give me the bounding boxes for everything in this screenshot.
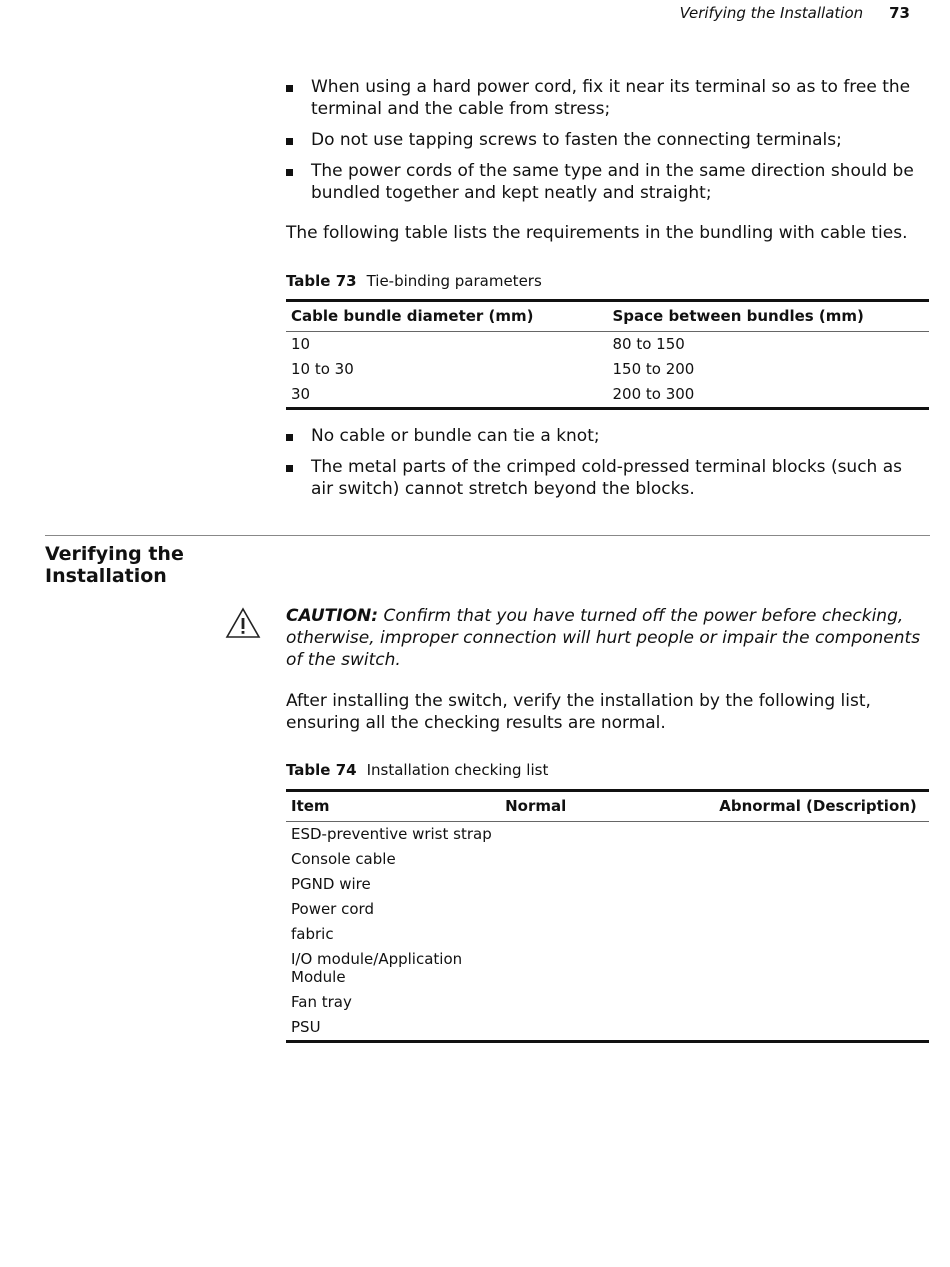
page-number: 73 <box>889 4 910 22</box>
table-cell: 200 to 300 <box>608 382 930 409</box>
caution-label: CAUTION: <box>286 606 379 626</box>
bullet-square-icon <box>286 138 293 145</box>
list-item: When using a hard power cord, fix it near its terminal so as to free the terminal and the cable from stress; <box>286 76 929 120</box>
table-caption: Tie-binding parameters <box>366 272 542 290</box>
table-cell: ESD-preventive wrist strap <box>291 825 492 843</box>
column-header: Cable bundle diameter (mm) <box>286 301 608 332</box>
column-header: Space between bundles (mm) <box>608 301 930 332</box>
table-cell <box>714 897 929 922</box>
table-cell <box>714 847 929 872</box>
table-number: Table 74 <box>286 761 357 779</box>
table-row <box>286 897 929 922</box>
table-number: Table 73 <box>286 272 357 290</box>
table-cell: Fan tray <box>291 993 352 1011</box>
caution-icon <box>225 607 261 643</box>
top-bullet-list-container <box>286 76 929 213</box>
list-item: The metal parts of the crimped cold-pressed terminal blocks (such as air switch) cannot stretch beyond the blocks. <box>286 456 929 500</box>
table-cell: Console cable <box>291 850 396 868</box>
list-item: No cable or bundle can tie a knot; <box>286 425 929 447</box>
table-cell: 150 to 200 <box>612 360 695 378</box>
verify-paragraph-container <box>286 690 929 734</box>
table-row <box>286 357 929 382</box>
table-cell: Power cord <box>291 900 374 918</box>
table-row <box>286 947 929 990</box>
table-caption: Installation checking list <box>366 761 549 779</box>
section-heading: Verifying the Installation <box>45 543 184 587</box>
table-intro-paragraph: The following table lists the requirements in the bundling with cable ties. <box>286 223 908 243</box>
top-bullet-list <box>286 76 929 204</box>
table-cell: PGND wire <box>291 875 371 893</box>
table-cell: I/O module/Application Module <box>291 950 463 986</box>
column-header: Item <box>286 791 500 822</box>
table-cell <box>500 872 714 897</box>
bullet-square-icon <box>286 169 293 176</box>
bullet-square-icon <box>286 434 293 441</box>
section-divider <box>45 535 930 536</box>
table-row <box>286 332 929 358</box>
table-cell <box>714 990 929 1015</box>
verify-paragraph: After installing the switch, verify the installation by the following list, ensuring all the checking results are normal. <box>286 691 871 733</box>
bullet-square-icon <box>286 465 293 472</box>
table-cell <box>500 947 714 990</box>
tie-binding-table <box>286 299 929 410</box>
table74-container <box>286 789 929 1043</box>
table-row <box>286 847 929 872</box>
caution-note <box>286 605 929 671</box>
table-cell <box>500 847 714 872</box>
table-cell: 80 to 150 <box>612 335 685 353</box>
table74-caption <box>286 761 929 779</box>
table-cell <box>714 872 929 897</box>
caution-text: Confirm that you have turned off the power before checking, otherwise, improper connection will hurt people or impair the components of the switch. <box>286 606 921 670</box>
table-cell: 10 to 30 <box>291 360 354 378</box>
table-row <box>286 872 929 897</box>
table-cell <box>714 1015 929 1042</box>
table-row <box>286 990 929 1015</box>
installation-checking-table <box>286 789 929 1043</box>
table-cell: 10 <box>291 335 311 353</box>
running-header <box>680 4 910 22</box>
table-cell <box>500 922 714 947</box>
table-row <box>286 922 929 947</box>
table-header-row <box>286 791 929 822</box>
table-cell <box>714 822 929 848</box>
table-cell: PSU <box>286 1015 500 1042</box>
column-header: Abnormal (Description) <box>714 791 929 822</box>
table-intro-container <box>286 222 929 244</box>
table-row <box>286 822 929 848</box>
table73-caption <box>286 272 929 290</box>
table-row <box>286 382 929 409</box>
list-item: Do not use tapping screws to fasten the connecting terminals; <box>286 129 929 151</box>
table-header-row <box>286 301 929 332</box>
bottom-bullet-list-container <box>286 425 929 509</box>
table-cell: 30 <box>286 382 608 409</box>
bullet-square-icon <box>286 85 293 92</box>
table-cell <box>500 822 714 848</box>
column-header: Normal <box>500 791 714 822</box>
bottom-bullet-list <box>286 425 929 500</box>
running-header-title: Verifying the Installation <box>679 4 864 22</box>
table-cell <box>500 897 714 922</box>
list-item: The power cords of the same type and in the same direction should be bundled together and kept neatly and straight; <box>286 160 929 204</box>
table-cell <box>714 947 929 990</box>
table73-container <box>286 299 929 410</box>
table-cell <box>500 1015 714 1042</box>
table-cell: fabric <box>291 925 334 943</box>
table-cell <box>500 990 714 1015</box>
table-cell <box>714 922 929 947</box>
table-row <box>286 1015 929 1042</box>
